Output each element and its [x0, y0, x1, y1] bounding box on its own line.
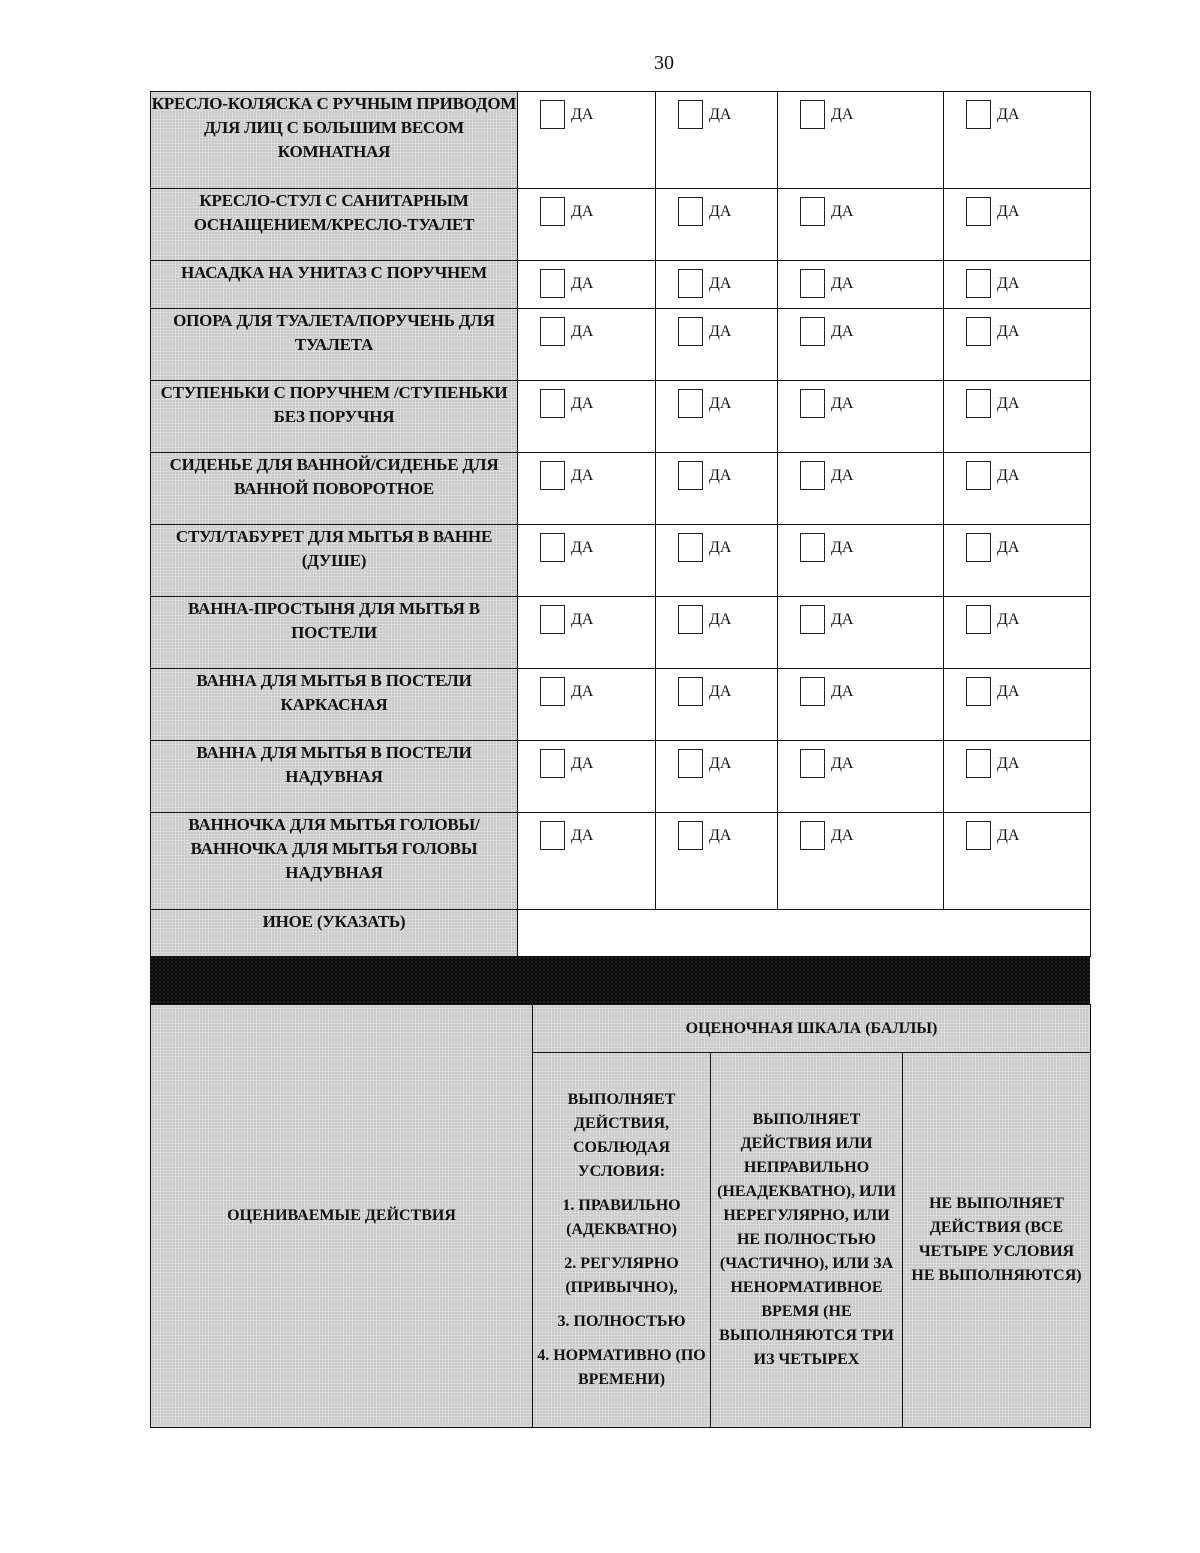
yes-checkbox[interactable]	[966, 533, 991, 562]
yes-checkbox[interactable]	[678, 749, 703, 778]
yes-checkbox[interactable]	[540, 677, 565, 706]
answer-cell	[656, 453, 778, 525]
page-number: 30	[654, 52, 674, 74]
yes-label: ДА	[709, 683, 732, 700]
answer-cell	[518, 189, 656, 261]
equipment-table	[150, 91, 1091, 957]
yes-checkbox[interactable]	[800, 100, 825, 129]
yes-checkbox[interactable]	[678, 461, 703, 490]
answer-cell	[656, 261, 778, 309]
scale-header: ОЦЕНОЧНАЯ ШКАЛА (БАЛЛЫ)	[533, 1005, 1091, 1053]
yes-option[interactable]	[944, 189, 1090, 226]
yes-option[interactable]	[656, 92, 777, 129]
yes-label: ДА	[997, 203, 1020, 220]
yes-checkbox[interactable]	[800, 269, 825, 298]
yes-checkbox[interactable]	[540, 269, 565, 298]
yes-option[interactable]	[778, 813, 943, 850]
yes-label: ДА	[571, 323, 594, 340]
yes-label: ДА	[831, 755, 854, 772]
yes-checkbox[interactable]	[540, 389, 565, 418]
yes-option[interactable]	[778, 309, 943, 346]
yes-label: ДА	[571, 611, 594, 628]
yes-option[interactable]	[944, 669, 1090, 706]
yes-checkbox[interactable]	[678, 100, 703, 129]
yes-checkbox[interactable]	[966, 677, 991, 706]
answer-cell	[656, 381, 778, 453]
yes-checkbox[interactable]	[540, 533, 565, 562]
yes-label: ДА	[997, 395, 1020, 412]
yes-option[interactable]	[778, 261, 943, 298]
yes-checkbox[interactable]	[800, 197, 825, 226]
yes-label: ДА	[571, 755, 594, 772]
yes-label: ДА	[997, 827, 1020, 844]
answer-cell	[944, 813, 1091, 910]
yes-label: ДА	[997, 755, 1020, 772]
yes-label: ДА	[709, 203, 732, 220]
yes-option[interactable]	[778, 741, 943, 778]
yes-option[interactable]	[778, 381, 943, 418]
answer-cell	[778, 92, 944, 189]
answer-cell	[944, 525, 1091, 597]
answer-cell	[778, 261, 944, 309]
answer-cell	[778, 669, 944, 741]
yes-checkbox[interactable]	[540, 461, 565, 490]
answer-cell	[944, 381, 1091, 453]
yes-option[interactable]	[518, 525, 655, 562]
equipment-row	[151, 669, 1091, 741]
section-divider-band	[150, 956, 1090, 1004]
yes-label: ДА	[709, 275, 732, 292]
yes-option[interactable]	[944, 381, 1090, 418]
yes-checkbox[interactable]	[678, 197, 703, 226]
yes-label: ДА	[831, 539, 854, 556]
yes-label: ДА	[831, 611, 854, 628]
actions-header: ОЦЕНИВАЕМЫЕ ДЕЙСТВИЯ	[151, 1005, 533, 1428]
yes-option[interactable]	[518, 92, 655, 129]
yes-label: ДА	[571, 467, 594, 484]
answer-cell	[518, 669, 656, 741]
equipment-row	[151, 309, 1091, 381]
answer-cell	[518, 92, 656, 189]
yes-option[interactable]	[518, 813, 655, 850]
answer-cell	[518, 597, 656, 669]
scale-col-performs-partially: ВЫПОЛНЯЕТ ДЕЙСТВИЯ ИЛИ НЕПРАВИЛЬНО (НЕАДЕКВАТНО), ИЛИ НЕРЕГУЛЯРНО, ИЛИ НЕ ПОЛНОСТЬЮ (ЧАСТИЧНО), ИЛИ ЗА НЕНОРМАТИВНОЕ ВРЕМЯ (НЕ ВЫПОЛНЯЮТСЯ ТРИ ИЗ ЧЕТЫРЕХ	[711, 1053, 903, 1428]
yes-option[interactable]	[518, 453, 655, 490]
yes-checkbox[interactable]	[800, 821, 825, 850]
yes-label: ДА	[571, 683, 594, 700]
answer-cell	[944, 92, 1091, 189]
yes-checkbox[interactable]	[540, 197, 565, 226]
yes-checkbox[interactable]	[678, 533, 703, 562]
yes-checkbox[interactable]	[800, 317, 825, 346]
yes-option[interactable]	[518, 261, 655, 298]
yes-checkbox[interactable]	[966, 269, 991, 298]
scale-col1-condition: 1. ПРАВИЛЬНО (АДЕКВАТНО)	[562, 1197, 681, 1238]
yes-label: ДА	[571, 203, 594, 220]
yes-option[interactable]	[944, 525, 1090, 562]
assessment-scale-table	[150, 1004, 1091, 1428]
answer-cell	[656, 741, 778, 813]
other-row	[151, 910, 1091, 957]
yes-checkbox[interactable]	[540, 100, 565, 129]
yes-option[interactable]	[778, 525, 943, 562]
yes-option[interactable]	[518, 381, 655, 418]
scale-col1-condition: 3. ПОЛНОСТЬЮ	[557, 1313, 686, 1330]
answer-cell	[944, 597, 1091, 669]
yes-checkbox[interactable]	[540, 605, 565, 634]
equipment-label: СТУЛ/ТАБУРЕТ ДЛЯ МЫТЬЯ В ВАННЕ (ДУШЕ)	[151, 525, 518, 597]
other-label: ИНОЕ (УКАЗАТЬ)	[151, 910, 518, 957]
yes-label: ДА	[709, 106, 732, 123]
yes-label: ДА	[571, 539, 594, 556]
yes-label: ДА	[831, 683, 854, 700]
yes-option[interactable]	[778, 189, 943, 226]
yes-checkbox[interactable]	[678, 269, 703, 298]
yes-option[interactable]	[656, 525, 777, 562]
yes-label: ДА	[997, 539, 1020, 556]
yes-checkbox[interactable]	[678, 605, 703, 634]
answer-cell	[656, 597, 778, 669]
yes-option[interactable]	[656, 813, 777, 850]
answer-cell	[778, 525, 944, 597]
answer-cell	[778, 309, 944, 381]
yes-label: ДА	[709, 467, 732, 484]
yes-label: ДА	[571, 106, 594, 123]
equipment-row	[151, 597, 1091, 669]
yes-label: ДА	[709, 755, 732, 772]
yes-option[interactable]	[944, 261, 1090, 298]
yes-option[interactable]	[944, 453, 1090, 490]
answer-cell	[518, 813, 656, 910]
yes-checkbox[interactable]	[540, 821, 565, 850]
answer-cell	[778, 741, 944, 813]
yes-label: ДА	[831, 467, 854, 484]
yes-option[interactable]	[656, 309, 777, 346]
yes-checkbox[interactable]	[800, 461, 825, 490]
answer-cell	[778, 381, 944, 453]
yes-checkbox[interactable]	[966, 461, 991, 490]
yes-checkbox[interactable]	[966, 197, 991, 226]
yes-label: ДА	[831, 106, 854, 123]
equipment-label: КРЕСЛО-КОЛЯСКА С РУЧНЫМ ПРИВОДОМ ДЛЯ ЛИЦ С БОЛЬШИМ ВЕСОМ КОМНАТНАЯ	[151, 92, 518, 189]
yes-option[interactable]	[778, 453, 943, 490]
yes-option[interactable]	[778, 669, 943, 706]
equipment-row	[151, 525, 1091, 597]
equipment-row	[151, 189, 1091, 261]
equipment-label: ВАННА-ПРОСТЫНЯ ДЛЯ МЫТЬЯ В ПОСТЕЛИ	[151, 597, 518, 669]
yes-checkbox[interactable]	[966, 317, 991, 346]
yes-option[interactable]	[656, 741, 777, 778]
yes-label: ДА	[997, 106, 1020, 123]
yes-label: ДА	[831, 203, 854, 220]
yes-label: ДА	[709, 827, 732, 844]
answer-cell	[778, 813, 944, 910]
equipment-row	[151, 261, 1091, 309]
yes-checkbox[interactable]	[540, 317, 565, 346]
equipment-label: ВАННОЧКА ДЛЯ МЫТЬЯ ГОЛОВЫ/ ВАННОЧКА ДЛЯ МЫТЬЯ ГОЛОВЫ НАДУВНАЯ	[151, 813, 518, 910]
equipment-row	[151, 453, 1091, 525]
answer-cell	[656, 525, 778, 597]
answer-cell	[656, 92, 778, 189]
yes-option[interactable]	[656, 453, 777, 490]
yes-label: ДА	[709, 323, 732, 340]
yes-label: ДА	[709, 395, 732, 412]
yes-label: ДА	[571, 395, 594, 412]
yes-option[interactable]	[656, 189, 777, 226]
yes-label: ДА	[709, 539, 732, 556]
answer-cell	[656, 189, 778, 261]
yes-checkbox[interactable]	[800, 605, 825, 634]
yes-option[interactable]	[518, 669, 655, 706]
yes-label: ДА	[997, 467, 1020, 484]
yes-option[interactable]	[656, 597, 777, 634]
yes-option[interactable]	[656, 381, 777, 418]
yes-checkbox[interactable]	[966, 100, 991, 129]
answer-cell	[944, 261, 1091, 309]
yes-label: ДА	[997, 323, 1020, 340]
equipment-row	[151, 92, 1091, 189]
equipment-row	[151, 741, 1091, 813]
yes-option[interactable]	[518, 309, 655, 346]
equipment-label: СИДЕНЬЕ ДЛЯ ВАННОЙ/СИДЕНЬЕ ДЛЯ ВАННОЙ ПОВОРОТНОЕ	[151, 453, 518, 525]
yes-option[interactable]	[518, 597, 655, 634]
yes-label: ДА	[997, 275, 1020, 292]
yes-checkbox[interactable]	[678, 317, 703, 346]
yes-checkbox[interactable]	[966, 389, 991, 418]
answer-cell	[778, 453, 944, 525]
yes-checkbox[interactable]	[800, 749, 825, 778]
yes-checkbox[interactable]	[678, 821, 703, 850]
yes-label: ДА	[831, 827, 854, 844]
answer-cell	[944, 189, 1091, 261]
yes-label: ДА	[831, 275, 854, 292]
yes-option[interactable]	[778, 92, 943, 129]
scale-col-performs-with-conditions	[533, 1053, 711, 1428]
yes-option[interactable]	[944, 309, 1090, 346]
yes-option[interactable]	[944, 813, 1090, 850]
answer-cell	[518, 525, 656, 597]
yes-label: ДА	[571, 275, 594, 292]
scale-col1-intro: ВЫПОЛНЯЕТ ДЕЙСТВИЯ, СОБЛЮДАЯ УСЛОВИЯ:	[567, 1091, 676, 1180]
equipment-label: ВАННА ДЛЯ МЫТЬЯ В ПОСТЕЛИ НАДУВНАЯ	[151, 741, 518, 813]
yes-checkbox[interactable]	[966, 749, 991, 778]
other-input-field[interactable]	[518, 910, 1091, 957]
answer-cell	[778, 189, 944, 261]
yes-checkbox[interactable]	[678, 389, 703, 418]
answer-cell	[944, 453, 1091, 525]
scale-col1-condition: 4. НОРМАТИВНО (ПО ВРЕМЕНИ)	[537, 1347, 706, 1388]
scale-col1-condition: 2. РЕГУЛЯРНО (ПРИВЫЧНО),	[564, 1255, 679, 1296]
equipment-label: ОПОРА ДЛЯ ТУАЛЕТА/ПОРУЧЕНЬ ДЛЯ ТУАЛЕТА	[151, 309, 518, 381]
answer-cell	[944, 309, 1091, 381]
answer-cell	[518, 381, 656, 453]
yes-label: ДА	[831, 323, 854, 340]
answer-cell	[656, 669, 778, 741]
equipment-label: ВАННА ДЛЯ МЫТЬЯ В ПОСТЕЛИ КАРКАСНАЯ	[151, 669, 518, 741]
yes-checkbox[interactable]	[800, 533, 825, 562]
equipment-label: СТУПЕНЬКИ С ПОРУЧНЕМ /СТУПЕНЬКИ БЕЗ ПОРУЧНЯ	[151, 381, 518, 453]
yes-option[interactable]	[518, 189, 655, 226]
answer-cell	[518, 741, 656, 813]
yes-label: ДА	[997, 611, 1020, 628]
yes-option[interactable]	[944, 741, 1090, 778]
answer-cell	[656, 309, 778, 381]
yes-option[interactable]	[518, 741, 655, 778]
equipment-label: НАСАДКА НА УНИТАЗ С ПОРУЧНЕМ	[151, 261, 518, 309]
yes-label: ДА	[571, 827, 594, 844]
answer-cell	[944, 669, 1091, 741]
answer-cell	[518, 309, 656, 381]
yes-checkbox[interactable]	[540, 749, 565, 778]
answer-cell	[656, 813, 778, 910]
answer-cell	[518, 453, 656, 525]
answer-cell	[944, 741, 1091, 813]
yes-option[interactable]	[944, 92, 1090, 129]
scale-col-does-not-perform: НЕ ВЫПОЛНЯЕТ ДЕЙСТВИЯ (ВСЕ ЧЕТЫРЕ УСЛОВИЯ НЕ ВЫПОЛНЯЮТСЯ)	[903, 1053, 1091, 1428]
answer-cell	[518, 261, 656, 309]
yes-checkbox[interactable]	[800, 389, 825, 418]
yes-checkbox[interactable]	[966, 821, 991, 850]
yes-label: ДА	[997, 683, 1020, 700]
equipment-row	[151, 381, 1091, 453]
yes-checkbox[interactable]	[966, 605, 991, 634]
yes-option[interactable]	[778, 597, 943, 634]
yes-checkbox[interactable]	[800, 677, 825, 706]
yes-checkbox[interactable]	[678, 677, 703, 706]
yes-label: ДА	[709, 611, 732, 628]
equipment-label: КРЕСЛО-СТУЛ С САНИТАРНЫМ ОСНАЩЕНИЕМ/КРЕСЛО-ТУАЛЕТ	[151, 189, 518, 261]
yes-label: ДА	[831, 395, 854, 412]
yes-option[interactable]	[944, 597, 1090, 634]
yes-option[interactable]	[656, 261, 777, 298]
yes-option[interactable]	[656, 669, 777, 706]
answer-cell	[778, 597, 944, 669]
equipment-row	[151, 813, 1091, 910]
